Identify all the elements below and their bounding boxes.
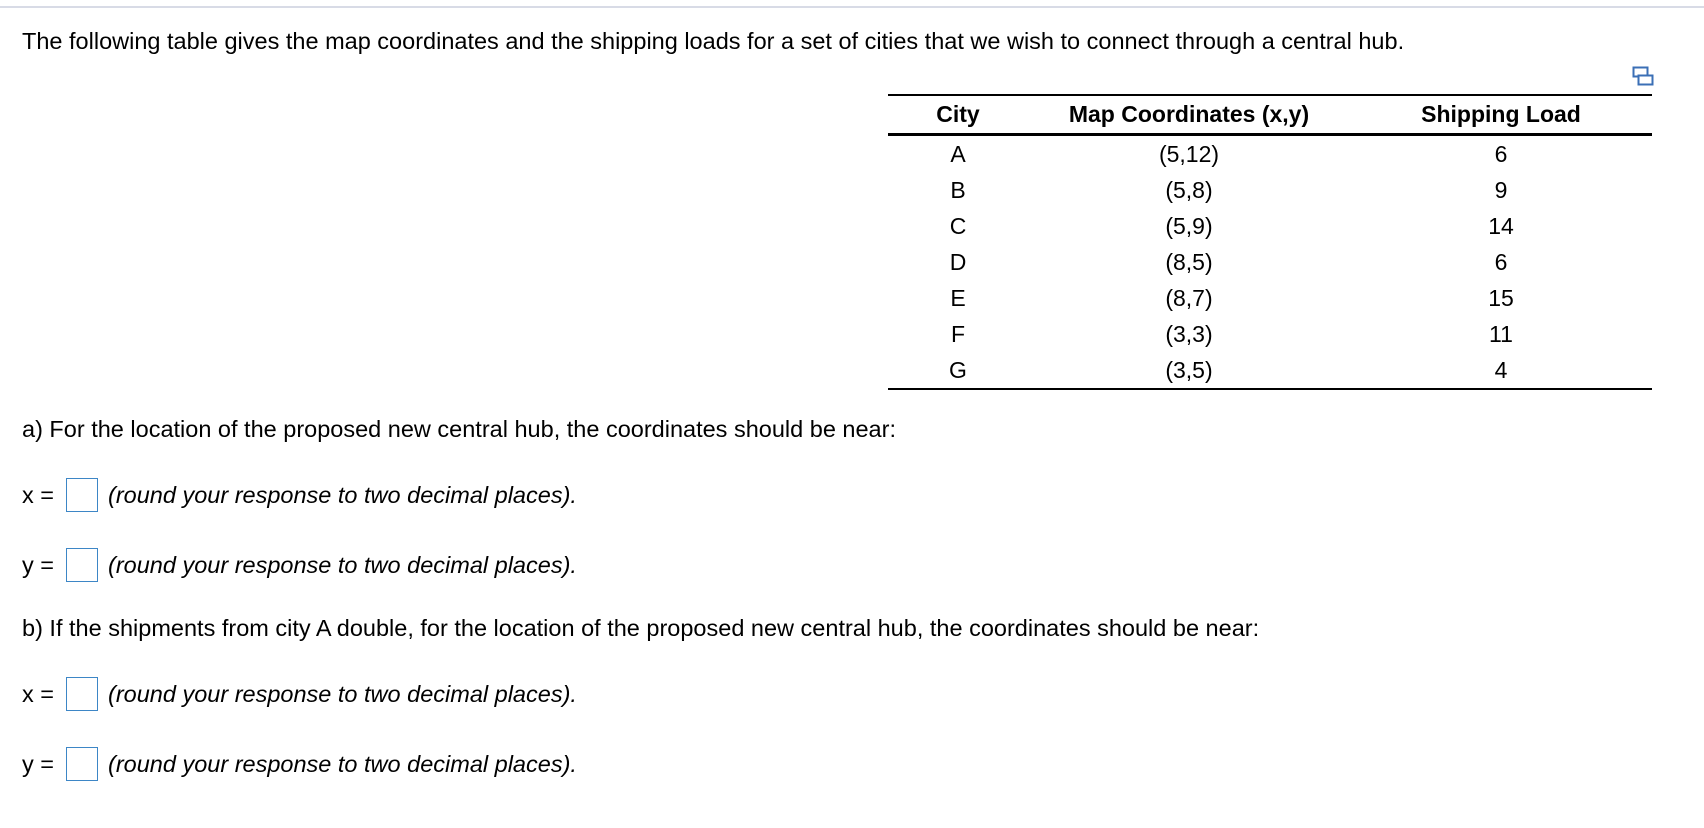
table-row [888, 208, 1652, 244]
cell-coordinates: (5,12) [1158, 140, 1220, 167]
cell-coordinates: (8,5) [1165, 248, 1213, 275]
part-b-x-hint: (round your response to two decimal places). [108, 680, 577, 707]
part-b-y-input[interactable] [66, 747, 98, 781]
cell-city: D [949, 248, 967, 275]
part-b-question: b) If the shipments from city A double, for the location of the proposed new central hub, the coordinates should be near: [22, 615, 1260, 641]
cell-coordinates: (5,8) [1165, 176, 1213, 203]
cell-city: F [950, 320, 966, 347]
cell-coordinates: (3,3) [1165, 320, 1213, 347]
part-a-x-hint: (round your response to two decimal places). [108, 481, 577, 508]
intro-text: The following table gives the map coordinates and the shipping loads for a set of cities that we wish to connect through a central hub. [22, 28, 1405, 54]
part-a-x-input[interactable] [66, 478, 98, 512]
cell-coordinates: (5,9) [1165, 212, 1213, 239]
table-row [888, 244, 1652, 280]
table-row [888, 172, 1652, 208]
cell-load: 6 [1494, 140, 1508, 167]
part-a-y-row [22, 547, 577, 583]
cell-load: 14 [1488, 212, 1514, 239]
cell-coordinates: (8,7) [1165, 284, 1213, 311]
header-coordinates: Map Coordinates (x,y) [1068, 101, 1310, 127]
table-header-row [888, 95, 1652, 135]
part-a-x-label: x = [22, 481, 55, 508]
header-shipping-load: Shipping Load [1421, 101, 1581, 127]
cell-city: C [949, 212, 967, 239]
cell-load: 4 [1494, 356, 1508, 383]
part-b-y-label: y = [22, 750, 55, 777]
part-b-y-hint: (round your response to two decimal places). [108, 750, 577, 777]
table-row [888, 135, 1652, 173]
copy-icon[interactable] [1632, 66, 1654, 86]
table-row [888, 316, 1652, 352]
header-city: City [936, 101, 980, 127]
cell-city: G [949, 356, 967, 383]
top-divider [0, 6, 1704, 8]
cell-load: 11 [1489, 320, 1513, 347]
part-a-y-label: y = [22, 551, 55, 578]
cell-city: E [950, 284, 966, 311]
part-b-y-row [22, 746, 577, 782]
cell-load: 6 [1494, 248, 1508, 275]
part-a-question: a) For the location of the proposed new central hub, the coordinates should be near: [22, 416, 896, 442]
shipping-table [888, 94, 1652, 390]
part-b-x-label: x = [22, 680, 55, 707]
part-a-y-hint: (round your response to two decimal places). [108, 551, 577, 578]
cell-coordinates: (3,5) [1165, 356, 1213, 383]
part-b-x-input[interactable] [66, 677, 98, 711]
part-b-x-row [22, 676, 577, 712]
part-a-y-input[interactable] [66, 548, 98, 582]
cell-city: B [950, 176, 966, 203]
table-row [888, 280, 1652, 316]
cell-load: 15 [1488, 284, 1514, 311]
part-a-x-row [22, 477, 577, 513]
table-row [888, 352, 1652, 389]
cell-load: 9 [1494, 176, 1508, 203]
cell-city: A [950, 140, 966, 167]
